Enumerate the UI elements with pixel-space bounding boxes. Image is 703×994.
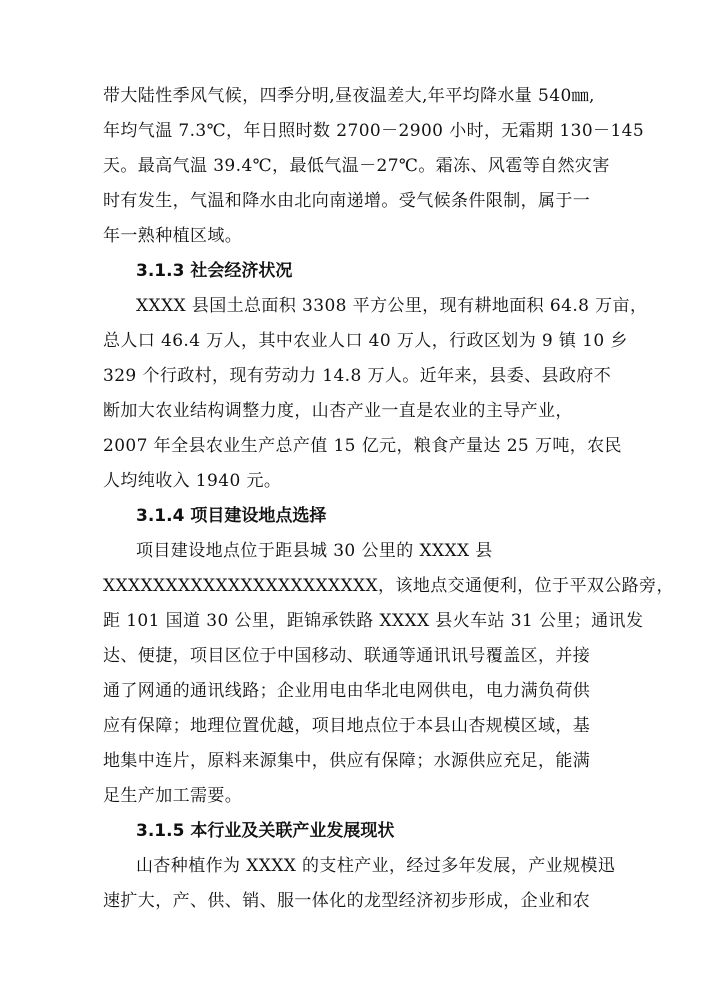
paragraph-line: XXXXXXXXXXXXXXXXXXXXXX，该地点交通便利，位于平双公路旁，	[103, 576, 674, 596]
paragraph-line: 人均纯收入 1940 元。	[103, 471, 282, 491]
paragraph-line: 通了网通的通讯线路；企业用电由华北电网供电，电力满负荷供	[103, 681, 591, 701]
paragraph-line: 山杏种植作为 XXXX 的支柱产业，经过多年发展，产业规模迅	[136, 856, 616, 876]
paragraph-line: 2007 年全县农业生产总产值 15 亿元，粮食产量达 25 万吨，农民	[103, 436, 622, 456]
paragraph-line: XXXX 县国土总面积 3308 平方公里，现有耕地面积 64.8 万亩，	[136, 296, 648, 316]
paragraph-line: 年均气温 7.3℃，年日照时数 2700－2900 小时，无霜期 130－145	[103, 121, 645, 141]
paragraph-line: 足生产加工需要。	[103, 786, 243, 806]
section-heading-3-1-3: 3.1.3 社会经济状况	[136, 261, 293, 281]
paragraph-line: 速扩大，产、供、销、服一体化的龙型经济初步形成，企业和农	[103, 891, 591, 911]
paragraph-line: 带大陆性季风气候，四季分明,昼夜温差大,年平均降水量 540㎜,	[103, 86, 595, 106]
paragraph-line: 总人口 46.4 万人，其中农业人口 40 万人，行政区划为 9 镇 10 乡	[103, 331, 628, 351]
paragraph-line: 项目建设地点位于距县城 30 公里的 XXXX 县	[136, 541, 493, 561]
paragraph-line: 时有发生，气温和降水由北向南递增。受气候条件限制，属于一	[103, 191, 591, 211]
paragraph-line: 应有保障；地理位置优越，项目地点位于本县山杏规模区域，基	[103, 716, 591, 736]
paragraph-line: 天。最高气温 39.4℃，最低气温－27℃。霜冻、风雹等自然灾害	[103, 156, 610, 176]
section-heading-3-1-4: 3.1.4 项目建设地点选择	[136, 506, 327, 526]
paragraph-line: 329 个行政村，现有劳动力 14.8 万人。近年来，县委、县政府不	[103, 366, 612, 386]
paragraph-line: 距 101 国道 30 公里，距锦承铁路 XXXX 县火车站 31 公里；通讯发	[103, 611, 644, 631]
paragraph-line: 年一熟种植区域。	[103, 226, 243, 246]
section-heading-3-1-5: 3.1.5 本行业及关联产业发展现状	[136, 821, 395, 841]
paragraph-line: 断加大农业结构调整力度，山杏产业一直是农业的主导产业，	[103, 401, 573, 421]
paragraph-line: 达、便捷，项目区位于中国移动、联通等通讯讯号覆盖区，并接	[103, 646, 591, 666]
paragraph-line: 地集中连片，原料来源集中，供应有保障；水源供应充足，能满	[103, 751, 591, 771]
